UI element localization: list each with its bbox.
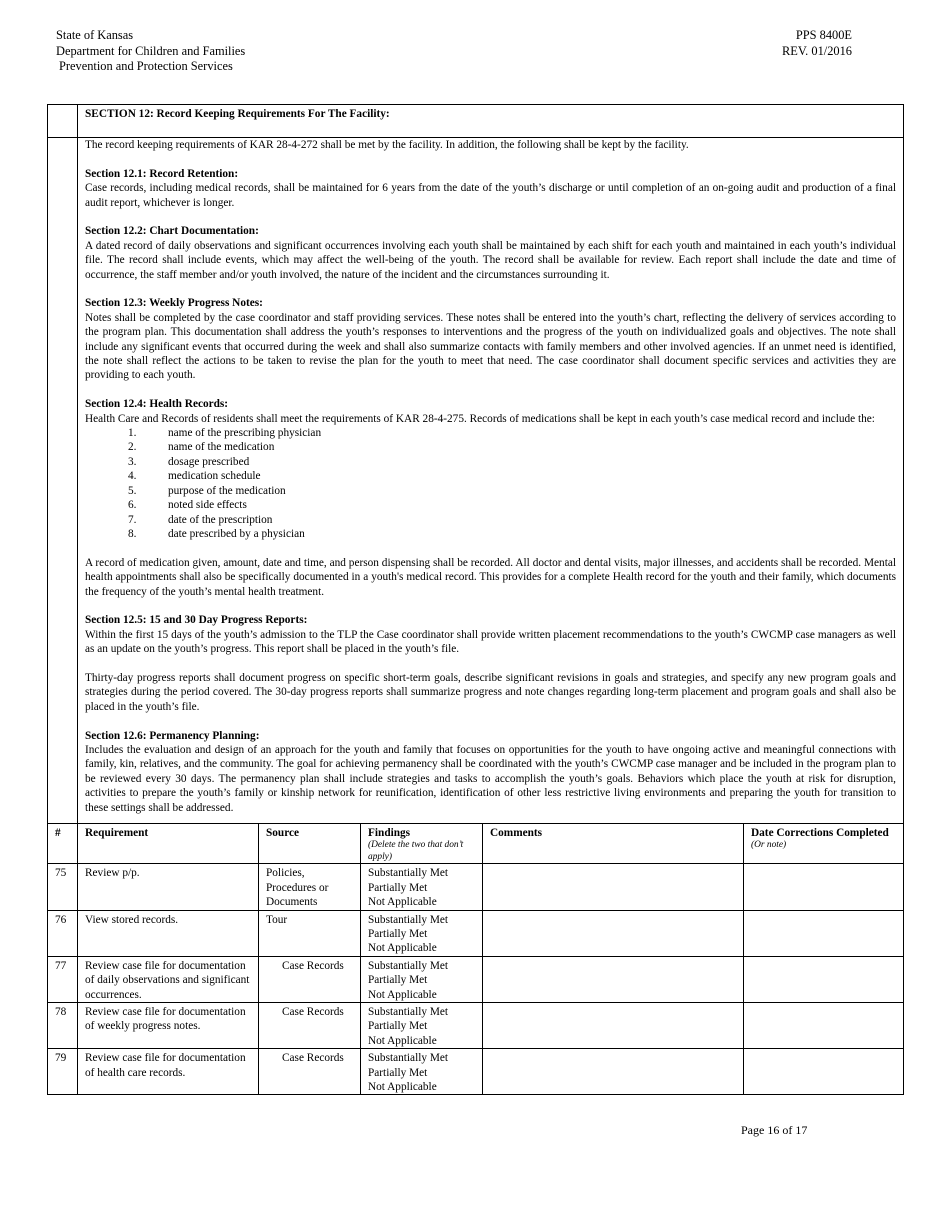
subsection-text: Includes the evaluation and design of an approach for the youth and family that focuses on opportunities for the youth to have ongoing active and meaningful connections with family, kin, relatives, and the community. The goal for achieving permanency shall be coordinated with the youth’s CWCMP case manager and be included in the program plan to be reviewed every 30 days. The permanency plan shall include strategies and tasks to accomplish the youth’s goals. Behaviors which place the youth at risk for disruption, activities to prepare the youth’s family or kinship network for reunification, identification of other less restrictive living environments and preparing the youth for transition to these settings shall be addressed. bbox=[85, 743, 896, 814]
subsection-title: Section 12.6: Permanency Planning: bbox=[85, 729, 260, 742]
list-item: 3. dosage prescribed bbox=[128, 455, 250, 468]
date-note: (Or note) bbox=[751, 840, 787, 851]
list-item: 8. date prescribed by a physician bbox=[128, 527, 305, 540]
row-date-completed[interactable] bbox=[744, 910, 904, 956]
row-requirement: Review p/p. bbox=[78, 864, 259, 910]
header-division: Prevention and Protection Services bbox=[59, 59, 233, 74]
row-comments[interactable] bbox=[483, 1003, 744, 1049]
row-findings[interactable]: Substantially Met Partially Met Not Applicable bbox=[361, 910, 483, 956]
section-intro: The record keeping requirements of KAR 28-4-272 shall be met by the facility. In addition, the following shall be kept by the facility. bbox=[85, 139, 689, 151]
row-source: Case Records bbox=[259, 1049, 361, 1095]
row-source: Case Records bbox=[259, 956, 361, 1002]
subsection-title: Section 12.5: 15 and 30 Day Progress Reports: bbox=[85, 614, 308, 627]
col-header-findings: Findings (Delete the two that don’t apply) bbox=[361, 823, 483, 863]
row-comments[interactable] bbox=[483, 864, 744, 910]
list-item: 2. name of the medication bbox=[128, 441, 275, 454]
row-comments[interactable] bbox=[483, 910, 744, 956]
row-num: 78 bbox=[48, 1003, 78, 1049]
table-header-row bbox=[48, 823, 904, 863]
header-form-number: PPS 8400E bbox=[795, 28, 852, 42]
section-body-row bbox=[48, 138, 904, 824]
row-findings[interactable]: Substantially Met Partially Met Not Applicable bbox=[361, 864, 483, 910]
header-state: State of Kansas bbox=[56, 28, 134, 42]
subsection-title: Section 12.1: Record Retention: bbox=[85, 167, 239, 180]
table-row bbox=[48, 1049, 904, 1095]
subsection-title: Section 12.3: Weekly Progress Notes: bbox=[85, 297, 263, 310]
row-requirement: Review case file for documentation of health care records. bbox=[78, 1049, 259, 1095]
subsection-text: Thirty-day progress reports shall document progress on specific short-term goals, describe significant revisions in goals and strategies, and specify any new program goals and strategies during the period covered. The 30-day progress reports shall summarize progress and note changes regarding long-term placement and program goals and shall also be placed in the youth’s file. bbox=[85, 671, 896, 713]
row-source: Tour bbox=[259, 910, 361, 956]
col-header-date: Date Corrections Completed (Or note) bbox=[744, 823, 904, 863]
row-findings[interactable]: Substantially Met Partially Met Not Applicable bbox=[361, 1049, 483, 1095]
subsection-text: A dated record of daily observations and significant occurrences involving each youth shall be maintained by each shift for each youth and maintained in each youth’s individual file. The record shall include events, which may affect the well-being of the youth. The record shall be available for review. Each report shall include the date and time of occurrence, the staff member and/or youth involved, the nature of the incident and the circumstances surrounding it. bbox=[85, 239, 896, 281]
col-header-source: Source bbox=[259, 823, 361, 863]
row-source: Case Records bbox=[259, 1003, 361, 1049]
row-source: Policies, Procedures or Documents bbox=[259, 864, 361, 910]
row-num: 79 bbox=[48, 1049, 78, 1095]
table-row bbox=[48, 1003, 904, 1049]
row-date-completed[interactable] bbox=[744, 864, 904, 910]
col-header-comments: Comments bbox=[483, 823, 744, 863]
header-agency bbox=[56, 28, 245, 75]
list-item: 1. name of the prescribing physician bbox=[128, 427, 322, 440]
row-requirement: Review case file for documentation of weekly progress notes. bbox=[78, 1003, 259, 1049]
row-requirement: View stored records. bbox=[78, 910, 259, 956]
col-header-num: # bbox=[48, 823, 78, 863]
row-requirement: Review case file for documentation of daily observations and significant occurrences. bbox=[78, 956, 259, 1002]
header-revision: REV. 01/2016 bbox=[782, 43, 852, 58]
findings-note: (Delete the two that don’t apply) bbox=[368, 840, 464, 862]
section-title: SECTION 12: Record Keeping Requirements For The Facility: bbox=[78, 105, 904, 138]
subsection-title: Section 12.2: Chart Documentation: bbox=[85, 225, 259, 238]
col-header-requirement: Requirement bbox=[78, 823, 259, 863]
row-num: 77 bbox=[48, 956, 78, 1002]
row-num: 75 bbox=[48, 864, 78, 910]
table-row bbox=[48, 864, 904, 910]
row-findings[interactable]: Substantially Met Partially Met Not Applicable bbox=[361, 956, 483, 1002]
medication-record-list bbox=[85, 426, 896, 541]
list-item: 4. medication schedule bbox=[128, 470, 261, 483]
table-row bbox=[48, 956, 904, 1002]
row-comments[interactable] bbox=[483, 1049, 744, 1095]
header-department: Department for Children and Families bbox=[56, 43, 246, 58]
row-date-completed[interactable] bbox=[744, 1049, 904, 1095]
row-date-completed[interactable] bbox=[744, 956, 904, 1002]
section-body bbox=[78, 138, 904, 824]
list-item: 5. purpose of the medication bbox=[128, 484, 286, 497]
row-findings[interactable]: Substantially Met Partially Met Not Applicable bbox=[361, 1003, 483, 1049]
list-item: 6. noted side effects bbox=[128, 499, 247, 512]
subsection-text: Notes shall be completed by the case coordinator and staff providing services. These notes shall be entered into the youth’s chart, reflecting the delivery of services according to the program plan. This documentation shall address the youth’s responses to interventions and the progress of the youth on individualized goals and objectives. The note shall include any significant events that occurred during the week and shall also summarize contacts with family members and other involved agencies. If an unmet need is identified, the note shall reflect the actions to be taken to revise the plan for the youth to meet that need. The case coordinator shall document specific services and activities they are providing to each youth. bbox=[85, 311, 896, 382]
subsection-title: Section 12.4: Health Records: bbox=[85, 398, 229, 411]
subsection-text: A record of medication given, amount, date and time, and person dispensing shall be recorded. All doctor and dental visits, major illnesses, and accidents shall be recorded. Mental health appointments shall also be specifically documented in a youth's medical record. This provides for a complete Health record for the youth and their family, which documents the frequency of the youth’s mental health treatment. bbox=[85, 556, 896, 598]
requirements-table bbox=[47, 104, 904, 1095]
subsection-text: Case records, including medical records, shall be maintained for 6 years from the date of the youth’s discharge or until completion of an on-going audit and production of a final audit report, whichever is longer. bbox=[85, 182, 896, 209]
row-comments[interactable] bbox=[483, 956, 744, 1002]
header-form-id bbox=[774, 28, 852, 59]
subsection-text: Health Care and Records of residents shall meet the requirements of KAR 28-4-275. Records of medications shall be kept in each youth’s case medical record and include the: bbox=[85, 412, 875, 425]
row-num: 76 bbox=[48, 910, 78, 956]
section-title-row bbox=[48, 105, 904, 138]
page-number: Page 16 of 17 bbox=[741, 1123, 808, 1137]
list-item: 7. date of the prescription bbox=[128, 513, 273, 526]
table-row bbox=[48, 910, 904, 956]
subsection-text: Within the first 15 days of the youth’s admission to the TLP the Case coordinator shall provide written placement recommendations to the youth’s CWCMP case managers as well as an update on the youth’s progress. This report shall be placed in the youth’s file. bbox=[85, 628, 896, 656]
row-date-completed[interactable] bbox=[744, 1003, 904, 1049]
